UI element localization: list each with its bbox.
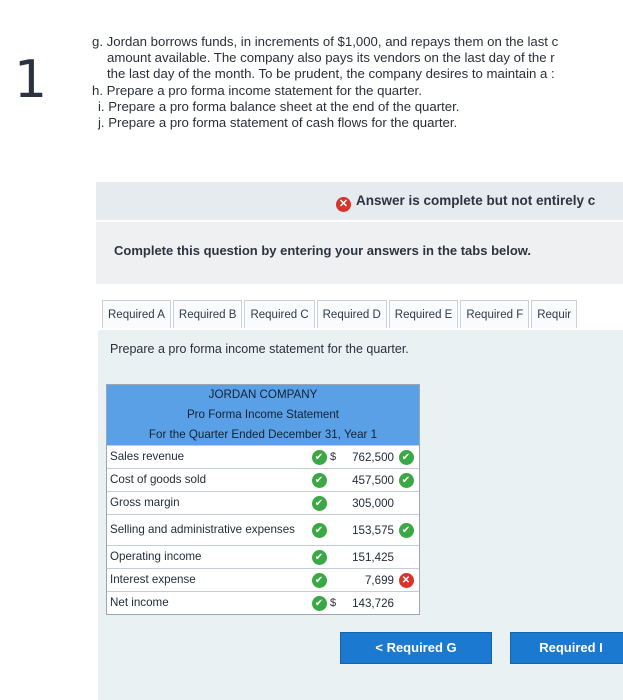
check-icon: ✔	[312, 573, 327, 588]
check-icon: ✔	[399, 523, 414, 538]
incorrect-icon: ✕	[336, 197, 351, 212]
answer-status	[336, 193, 595, 212]
table-row	[107, 545, 419, 568]
question-line: the last day of the month. To be prudent, the company desires to maintain a :	[107, 66, 555, 82]
table-row	[107, 491, 419, 514]
question-line: h. Prepare a pro forma income statement for the quarter.	[92, 82, 422, 98]
row-label: Interest expense	[110, 573, 196, 586]
answer-status-bar	[96, 182, 623, 220]
amount-input[interactable]: 457,500	[352, 473, 394, 487]
question-text	[92, 34, 623, 131]
incorrect-icon: ✕	[399, 573, 414, 588]
tab-required-d[interactable]: Required D	[317, 300, 387, 328]
check-icon: ✔	[312, 596, 327, 611]
next-tab-button[interactable]: Required I	[510, 632, 623, 664]
check-icon: ✔	[312, 523, 327, 538]
previous-tab-button[interactable]: < Required G	[340, 632, 492, 664]
check-icon: ✔	[399, 473, 414, 488]
tab-required-c[interactable]: Required C	[244, 300, 314, 328]
answer-status-text: Answer is complete but not entirely c	[356, 193, 596, 208]
statement-company: JORDAN COMPANY	[107, 385, 419, 405]
amount-value: 151,425	[352, 550, 394, 564]
question-line: g. Jordan borrows funds, in increments of $1,000, and repays them on the last c	[92, 34, 559, 49]
check-icon: ✔	[312, 450, 327, 465]
tab-bar	[102, 290, 623, 328]
check-icon: ✔	[399, 450, 414, 465]
row-label: Net income	[110, 596, 169, 609]
tab-required-f[interactable]: Required F	[460, 300, 529, 328]
table-row	[107, 514, 419, 545]
row-label: Sales revenue	[110, 450, 185, 463]
row-label: Operating income	[110, 550, 202, 563]
row-label: Selling and administrative expenses	[110, 523, 295, 536]
row-label: Cost of goods sold	[110, 473, 207, 486]
complete-prompt: Complete this question by entering your answers in the tabs below.	[114, 243, 532, 258]
currency-symbol: $	[330, 597, 337, 609]
statement-period: For the Quarter Ended December 31, Year 1	[107, 425, 419, 445]
currency-symbol: $	[330, 451, 337, 463]
statement-title: Pro Forma Income Statement	[107, 405, 419, 425]
question-line: amount available. The company also pays its vendors on the last day of the r	[107, 50, 555, 66]
instructions-box	[96, 222, 623, 284]
table-row	[107, 468, 419, 491]
question-number: 1	[14, 50, 48, 110]
tab-required-e[interactable]: Required E	[389, 300, 459, 328]
amount-input[interactable]: 762,500	[352, 450, 394, 464]
table-row	[107, 591, 419, 614]
tab-instruction: Prepare a pro forma income statement for the quarter.	[110, 342, 409, 356]
table-row	[107, 568, 419, 591]
table-row	[107, 445, 419, 468]
amount-value: 305,000	[352, 496, 394, 510]
question-line: j. Prepare a pro forma statement of cash flows for the quarter.	[98, 115, 458, 131]
tab-required-g[interactable]: Requir	[531, 300, 577, 328]
check-icon: ✔	[312, 496, 327, 511]
tab-required-b[interactable]: Required B	[173, 300, 243, 328]
amount-value: 143,726	[352, 596, 394, 610]
question-line: i. Prepare a pro forma balance sheet at the end of the quarter.	[98, 98, 460, 114]
tab-required-a[interactable]: Required A	[102, 300, 171, 328]
check-icon: ✔	[312, 550, 327, 565]
amount-input[interactable]: 153,575	[352, 523, 394, 537]
amount-input[interactable]: 7,699	[364, 573, 394, 587]
row-label: Gross margin	[110, 496, 180, 509]
income-statement-table	[106, 384, 420, 615]
check-icon: ✔	[312, 473, 327, 488]
